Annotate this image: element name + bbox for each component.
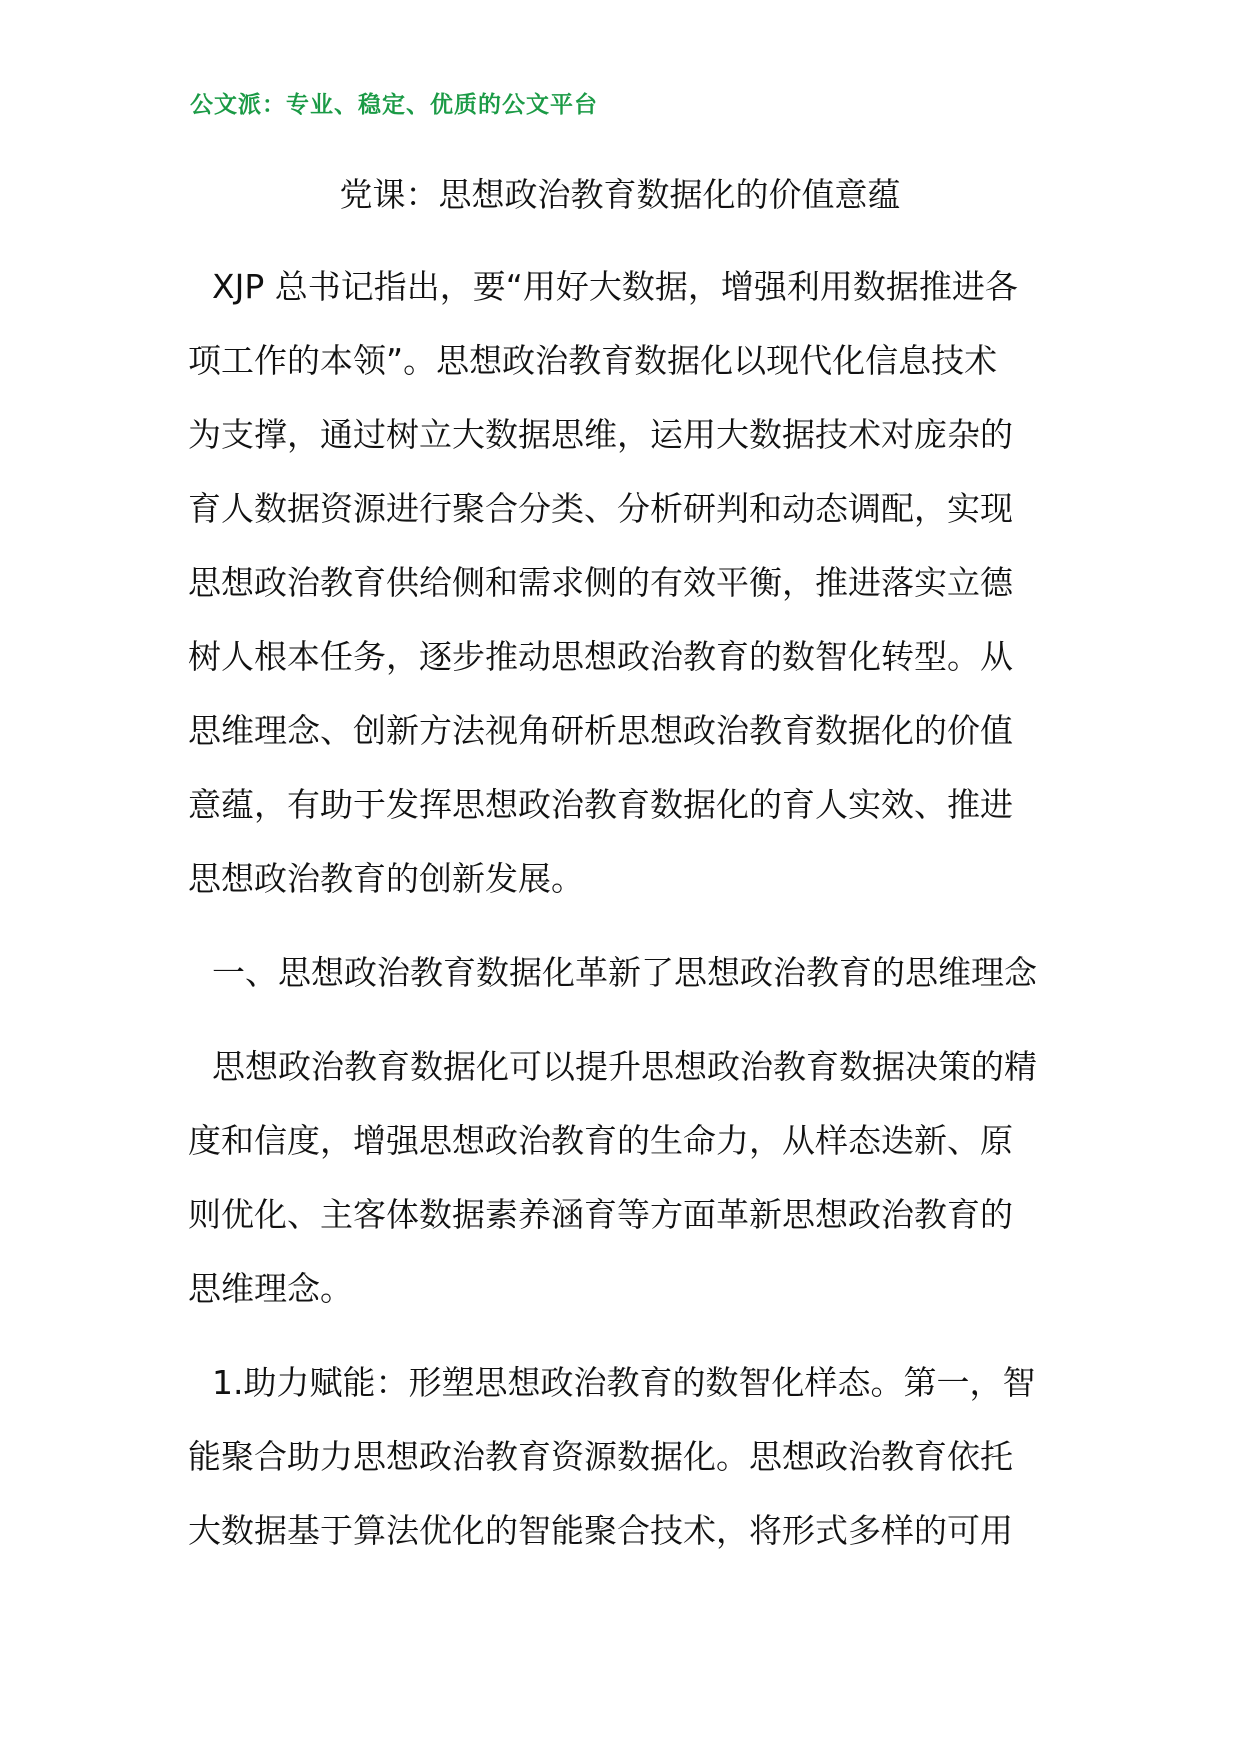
paragraph-line: 树人根本任务，逐步推动思想政治教育的数智化转型。从 (188, 637, 1013, 676)
paragraph-line: 1.助力赋能：形塑思想政治教育的数智化样态。第一，智 (212, 1363, 1036, 1402)
paragraph-line: 思维理念。 (188, 1269, 353, 1308)
paragraph-line: 思想政治教育的创新发展。 (188, 859, 584, 898)
paragraph-line: 育人数据资源进行聚合分类、分析研判和动态调配，实现 (188, 489, 1013, 528)
paragraph-line: 能聚合助力思想政治教育资源数据化。思想政治教育依托 (188, 1437, 1013, 1476)
paragraph-line: 则优化、主客体数据素养涵育等方面革新思想政治教育的 (188, 1195, 1013, 1234)
document-title: 党课：思想政治教育数据化的价值意蕴 (339, 175, 901, 214)
paragraph-line: 思想政治教育数据化可以提升思想政治教育数据决策的精 (212, 1047, 1037, 1086)
paragraph-line: 项工作的本领”。思想政治教育数据化以现代化信息技术 (188, 341, 998, 380)
paragraph-line: 为支撑，通过树立大数据思维，运用大数据技术对庞杂的 (188, 415, 1013, 454)
paragraph-line: 思维理念、创新方法视角研析思想政治教育数据化的价值 (188, 711, 1013, 750)
paragraph-line: 意蕴，有助于发挥思想政治教育数据化的育人实效、推进 (188, 785, 1013, 824)
paragraph-line: 度和信度，增强思想政治教育的生命力，从样态迭新、原 (188, 1121, 1013, 1160)
paragraph-line: XJP 总书记指出，要“用好大数据，增强利用数据推进各 (212, 267, 1018, 306)
section-heading: 一、思想政治教育数据化革新了思想政治教育的思维理念 (212, 953, 1037, 992)
paragraph-line: 思想政治教育供给侧和需求侧的有效平衡，推进落实立德 (188, 563, 1013, 602)
site-header-slogan: 公文派：专业、稳定、优质的公文平台 (190, 91, 598, 118)
paragraph-line: 大数据基于算法优化的智能聚合技术，将形式多样的可用 (188, 1511, 1013, 1550)
